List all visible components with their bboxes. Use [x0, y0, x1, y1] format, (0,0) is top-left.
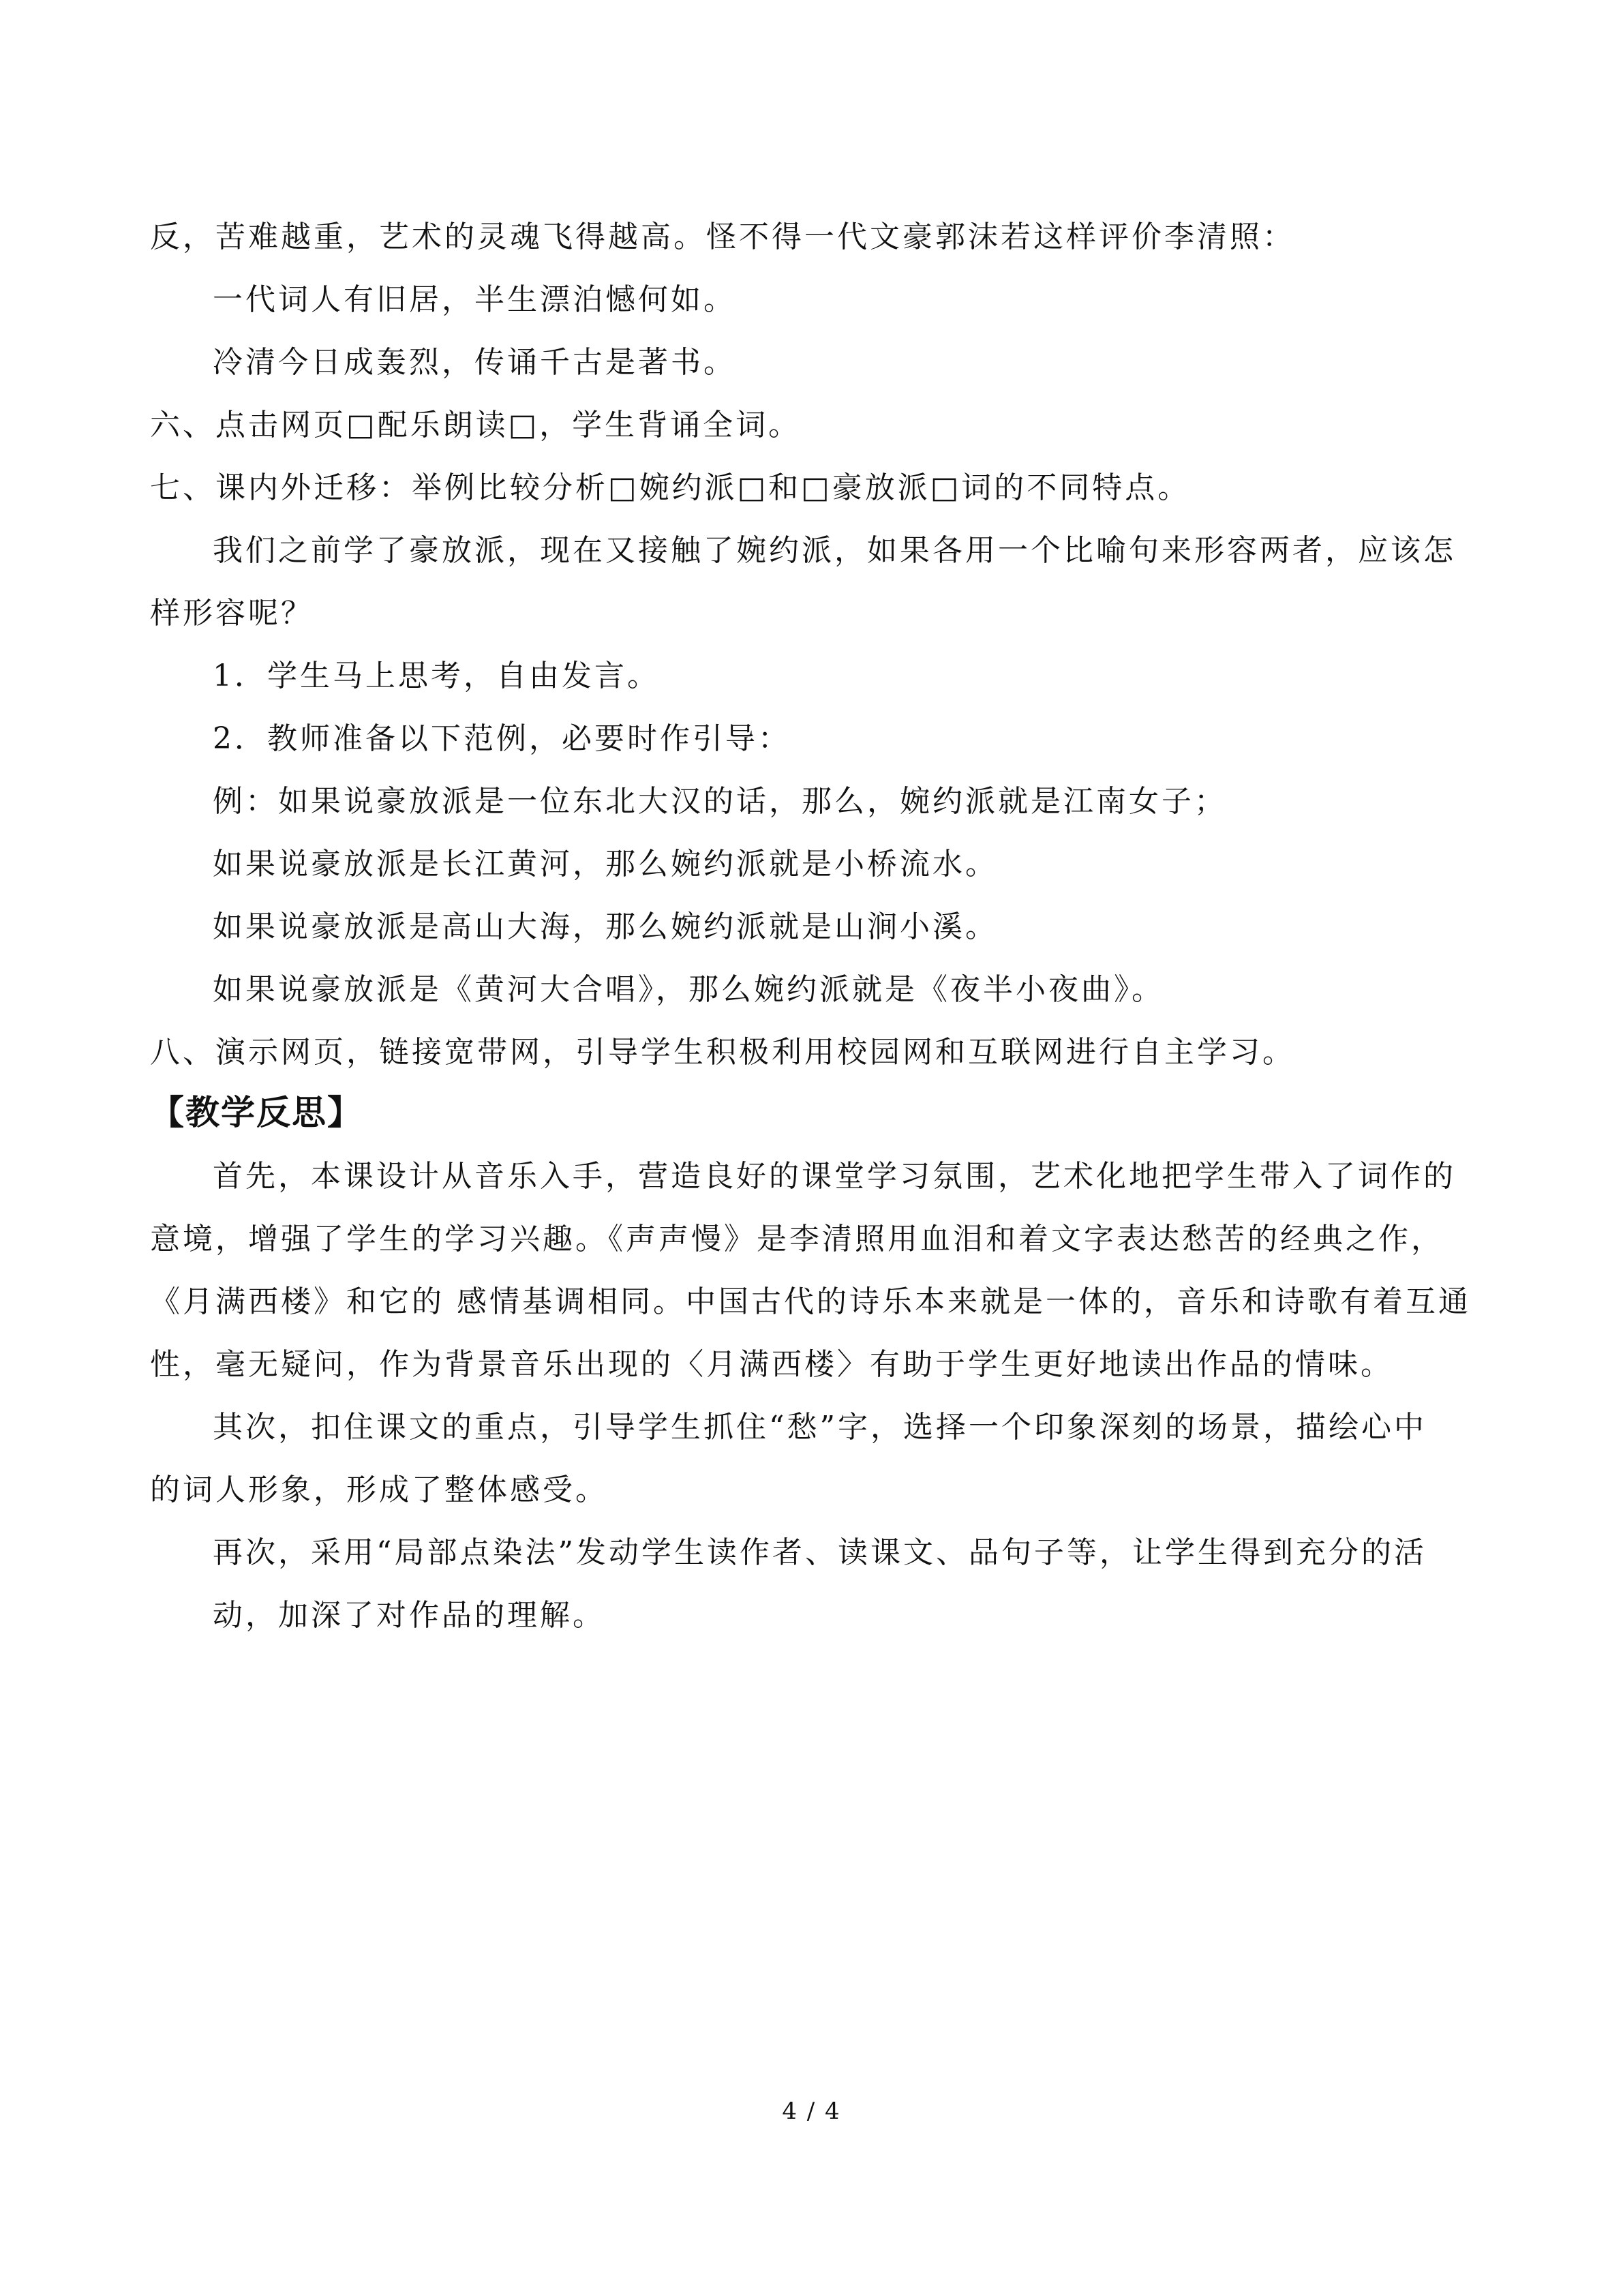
poem-line: 冷清今日成轰烈，传诵千古是著书。 [213, 345, 736, 380]
list-item: 2．教师准备以下范例，必要时作引导： [213, 721, 791, 756]
reflection-line: 动，加深了对作品的理解。 [213, 1598, 605, 1633]
reflection-line: 性，毫无疑问，作为背景音乐出现的〈月满西楼〉有助于学生更好地读出作品的情味。 [150, 1347, 1393, 1382]
reflection-line: 再次，采用“局部点染法”发动学生读作者、读课文、品句子等，让学生得到充分的活 [213, 1535, 1427, 1570]
list-item: 1．学生马上思考，自由发言。 [213, 659, 660, 693]
text-line: 反，苦难越重，艺术的灵魂飞得越高。怪不得一代文豪郭沫若这样评价李清照： [150, 220, 1295, 254]
section-heading-six: 六、点击网页□配乐朗读□，学生背诵全词。 [150, 408, 802, 442]
page-number: 4 / 4 [782, 2098, 841, 2125]
section-heading-eight: 八、演示网页，链接宽带网，引导学生积极利用校园网和互联网进行自主学习。 [150, 1035, 1295, 1070]
example-line: 如果说豪放派是高山大海，那么婉约派就是山涧小溪。 [213, 909, 998, 944]
text-line: 样形容呢？ [150, 596, 314, 631]
poem-line: 一代词人有旧居，半生漂泊憾何如。 [213, 282, 736, 317]
reflection-line: 《月满西楼》和它的 感情基调相同。中国古代的诗乐本来就是一体的，音乐和诗歌有着互通 [150, 1284, 1471, 1319]
reflection-heading: 【教学反思】 [150, 1093, 363, 1132]
example-line: 如果说豪放派是长江黄河，那么婉约派就是小桥流水。 [213, 847, 998, 881]
reflection-line: 的词人形象，形成了整体感受。 [150, 1472, 608, 1507]
section-heading-seven: 七、课内外迁移：举例比较分析□婉约派□和□豪放派□词的不同特点。 [150, 470, 1191, 505]
example-line: 例：如果说豪放派是一位东北大汉的话，那么，婉约派就是江南女子； [213, 784, 1227, 819]
reflection-line: 首先，本课设计从音乐入手，营造良好的课堂学习氛围，艺术化地把学生带入了词作的 [213, 1159, 1456, 1194]
reflection-line: 其次，扣住课文的重点，引导学生抓住“愁”字，选择一个印象深刻的场景，描绘心中 [213, 1410, 1427, 1445]
reflection-line: 意境，增强了学生的学习兴趣。《声声慢》是李清照用血泪和着文字表达愁苦的经典之作， [150, 1222, 1444, 1256]
text-line: 我们之前学了豪放派，现在又接触了婉约派，如果各用一个比喻句来形容两者，应该怎 [213, 533, 1456, 568]
example-line: 如果说豪放派是《黄河大合唱》，那么婉约派就是《夜半小夜曲》。 [213, 972, 1164, 1007]
